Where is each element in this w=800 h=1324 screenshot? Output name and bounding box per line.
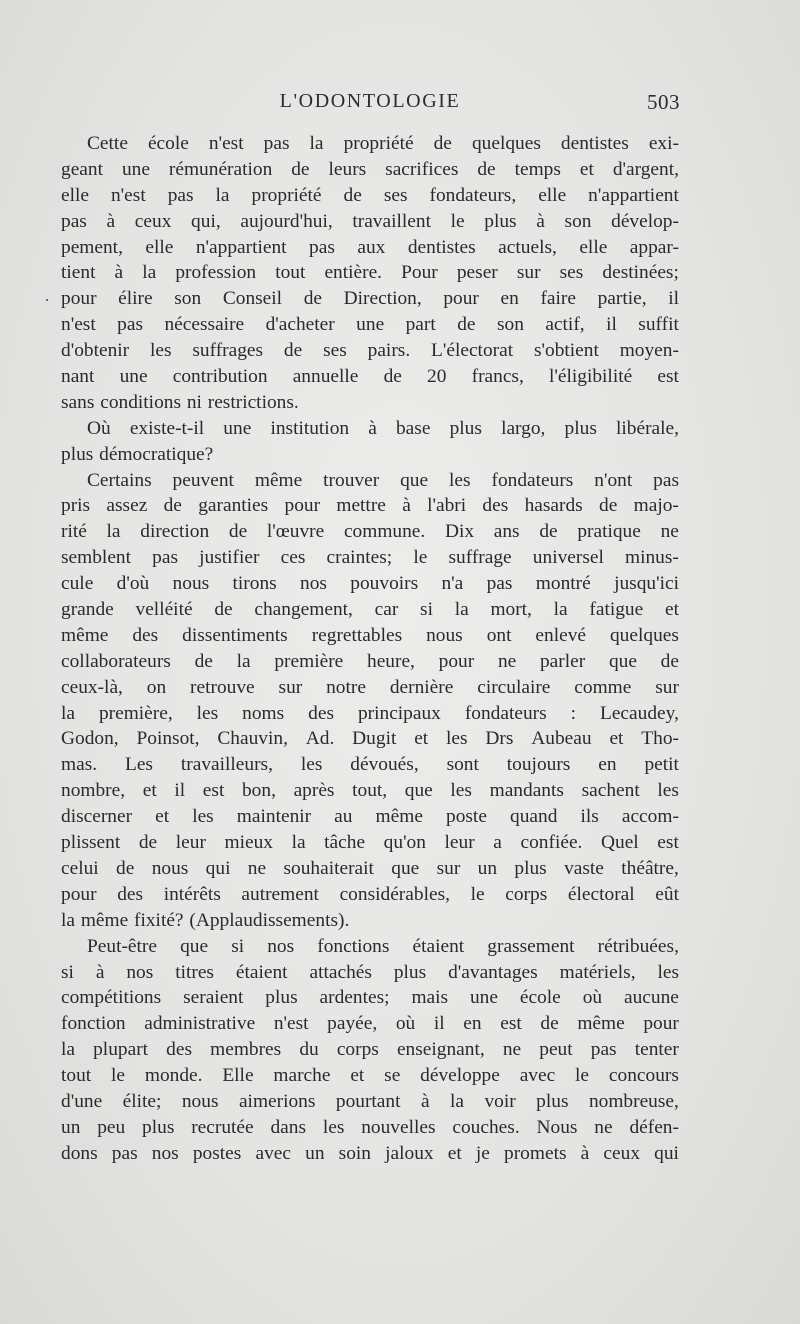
page-number: 503	[647, 90, 680, 114]
text-line: mas. Les travailleurs, les dévoués, sont toujours en petit	[61, 754, 679, 776]
text-line: plus démocratique?	[61, 443, 214, 465]
paragraph	[61, 934, 679, 1167]
running-title: L'ODONTOLOGIE	[279, 90, 461, 112]
text-line: nombre, et il est bon, après tout, que les mandants sachent les	[61, 780, 679, 802]
text-line: même des dissentiments regrettables nous ont enlevé quelques	[61, 624, 679, 646]
text-line: d'une élite; nous aimerions pourtant à la voir plus nombreuse,	[61, 1090, 679, 1112]
text-line: la même fixité? (Applaudissements).	[61, 909, 350, 931]
text-line: cule d'où nous tirons nos pouvoirs n'a pas montré jusqu'ici	[61, 573, 679, 595]
paragraph	[61, 416, 679, 468]
text-line: elle n'est pas la propriété de ses fondateurs, elle n'appartient	[61, 184, 679, 206]
text-line: pement, elle n'appartient pas aux dentistes actuels, elle appar-	[61, 236, 679, 258]
text-line: d'obtenir les suffrages de ses pairs. L'électorat s'obtient moyen-	[61, 340, 679, 362]
page-header	[60, 86, 680, 116]
text-line: tout le monde. Elle marche et se développe avec le concours	[61, 1065, 679, 1087]
text-line: grande velléité de changement, car si la mort, la fatigue et	[61, 599, 679, 621]
text-line: Peut-être que si nos fonctions étaient grassement rétribuées,	[87, 935, 679, 957]
text-line: collaborateurs de la première heure, pour ne parler que de	[61, 650, 679, 672]
text-line: compétitions seraient plus ardentes; mais une école où aucune	[61, 987, 679, 1009]
body-text	[61, 131, 679, 1167]
text-line: sans conditions ni restrictions.	[61, 391, 299, 413]
text-line: un peu plus recrutée dans les nouvelles couches. Nous ne défen-	[61, 1116, 679, 1138]
text-line: n'est pas nécessaire d'acheter une part de son actif, il suffit	[61, 314, 679, 336]
text-line: rité la direction de l'œuvre commune. Dix ans de pratique ne	[61, 521, 679, 543]
margin-speck: ·	[44, 290, 50, 310]
text-line: Godon, Poinsot, Chauvin, Ad. Dugit et les Drs Aubeau et Tho-	[61, 728, 679, 750]
text-line: la plupart des membres du corps enseignant, ne peut pas tenter	[61, 1039, 679, 1061]
text-line: ceux-là, on retrouve sur notre dernière circulaire comme sur	[61, 676, 679, 698]
text-line: celui de nous qui ne souhaiterait que sur un plus vaste théâtre,	[61, 857, 679, 879]
text-line: Où existe-t-il une institution à base plus largo, plus libérale,	[87, 417, 679, 439]
text-line: si à nos titres étaient attachés plus d'avantages matériels, les	[61, 961, 679, 983]
text-line: Certains peuvent même trouver que les fondateurs n'ont pas	[87, 469, 679, 491]
text-line: nant une contribution annuelle de 20 francs, l'éligibilité est	[61, 366, 679, 388]
text-line: dons pas nos postes avec un soin jaloux et je promets à ceux qui	[61, 1142, 679, 1164]
paragraph	[61, 131, 679, 416]
text-line: pris assez de garanties pour mettre à l'abri des hasards de majo-	[61, 495, 679, 517]
text-line: pas à ceux qui, aujourd'hui, travaillent le plus à son dévelop-	[61, 210, 679, 232]
text-line: semblent pas justifier ces craintes; le suffrage universel minus-	[61, 547, 679, 569]
text-line: plissent de leur mieux la tâche qu'on leur a confiée. Quel est	[61, 832, 679, 854]
text-line: fonction administrative n'est payée, où il en est de même pour	[61, 1013, 679, 1035]
text-line: discerner et les maintenir au même poste quand ils accom-	[61, 806, 679, 828]
text-line: pour élire son Conseil de Direction, pour en faire partie, il	[61, 288, 679, 310]
text-line: Cette école n'est pas la propriété de quelques dentistes exi-	[87, 133, 679, 154]
text-line: la première, les noms des principaux fondateurs : Lecaudey,	[61, 702, 679, 724]
paragraph	[61, 468, 679, 934]
text-line: pour des intérêts autrement considérables, le corps électoral eût	[61, 883, 679, 905]
text-line: geant une rémunération de leurs sacrifices de temps et d'argent,	[61, 158, 679, 180]
text-line: tient à la profession tout entière. Pour peser sur ses destinées;	[61, 262, 679, 284]
